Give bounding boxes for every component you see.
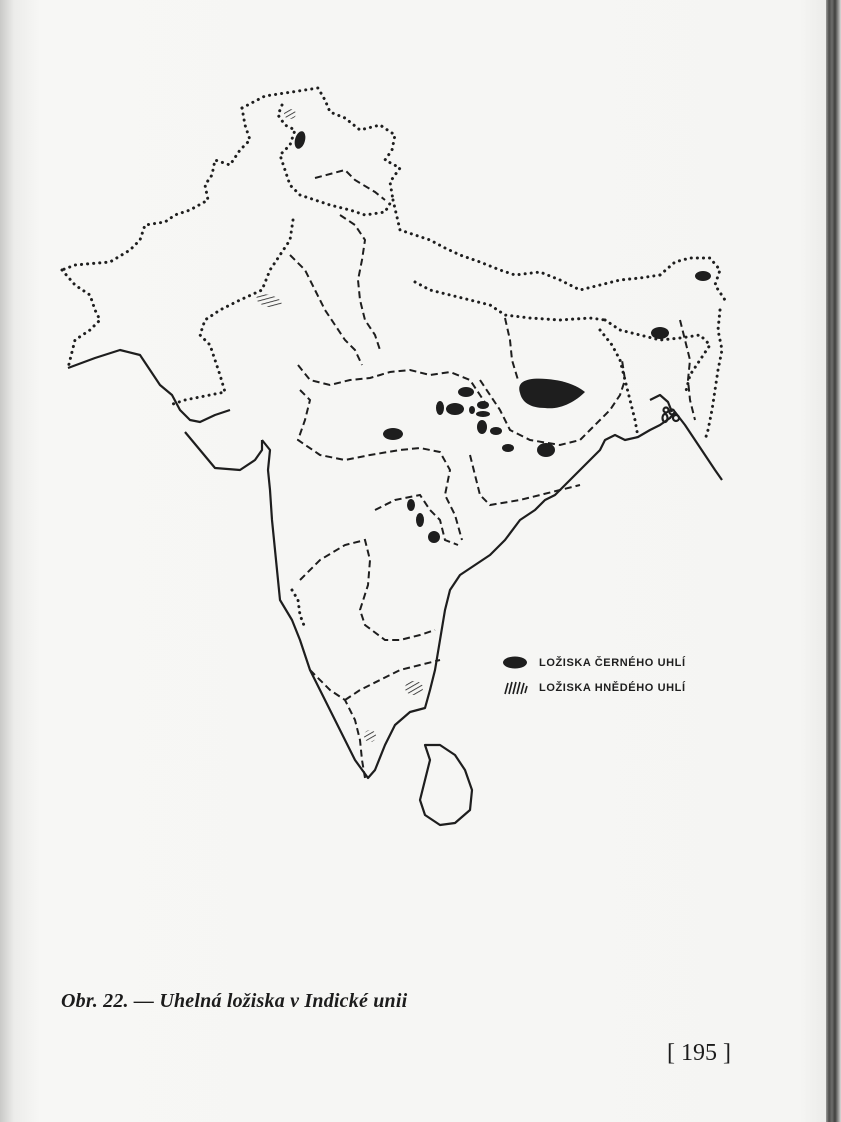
- figure-caption: Obr. 22. — Uhelná ložiska v Indické unii: [61, 990, 408, 1012]
- black-coal-blob-icon: [500, 656, 530, 670]
- coastline: [68, 350, 722, 825]
- legend-label-black-coal: LOŽISKA ČERNÉHO UHLÍ: [539, 656, 686, 669]
- legend-item-black-coal: [500, 650, 686, 675]
- black-coal-deposits: [293, 130, 711, 543]
- hatched-lines-icon: [500, 681, 530, 695]
- brown-coal-deposits: [255, 109, 423, 742]
- legend-item-brown-coal: [500, 675, 686, 700]
- map-legend: [500, 650, 686, 700]
- international-border: [62, 88, 725, 628]
- page-number: [ 195 ]: [667, 1040, 731, 1066]
- legend-label-brown-coal: LOŽISKA HNĚDÉHO UHLÍ: [539, 681, 686, 694]
